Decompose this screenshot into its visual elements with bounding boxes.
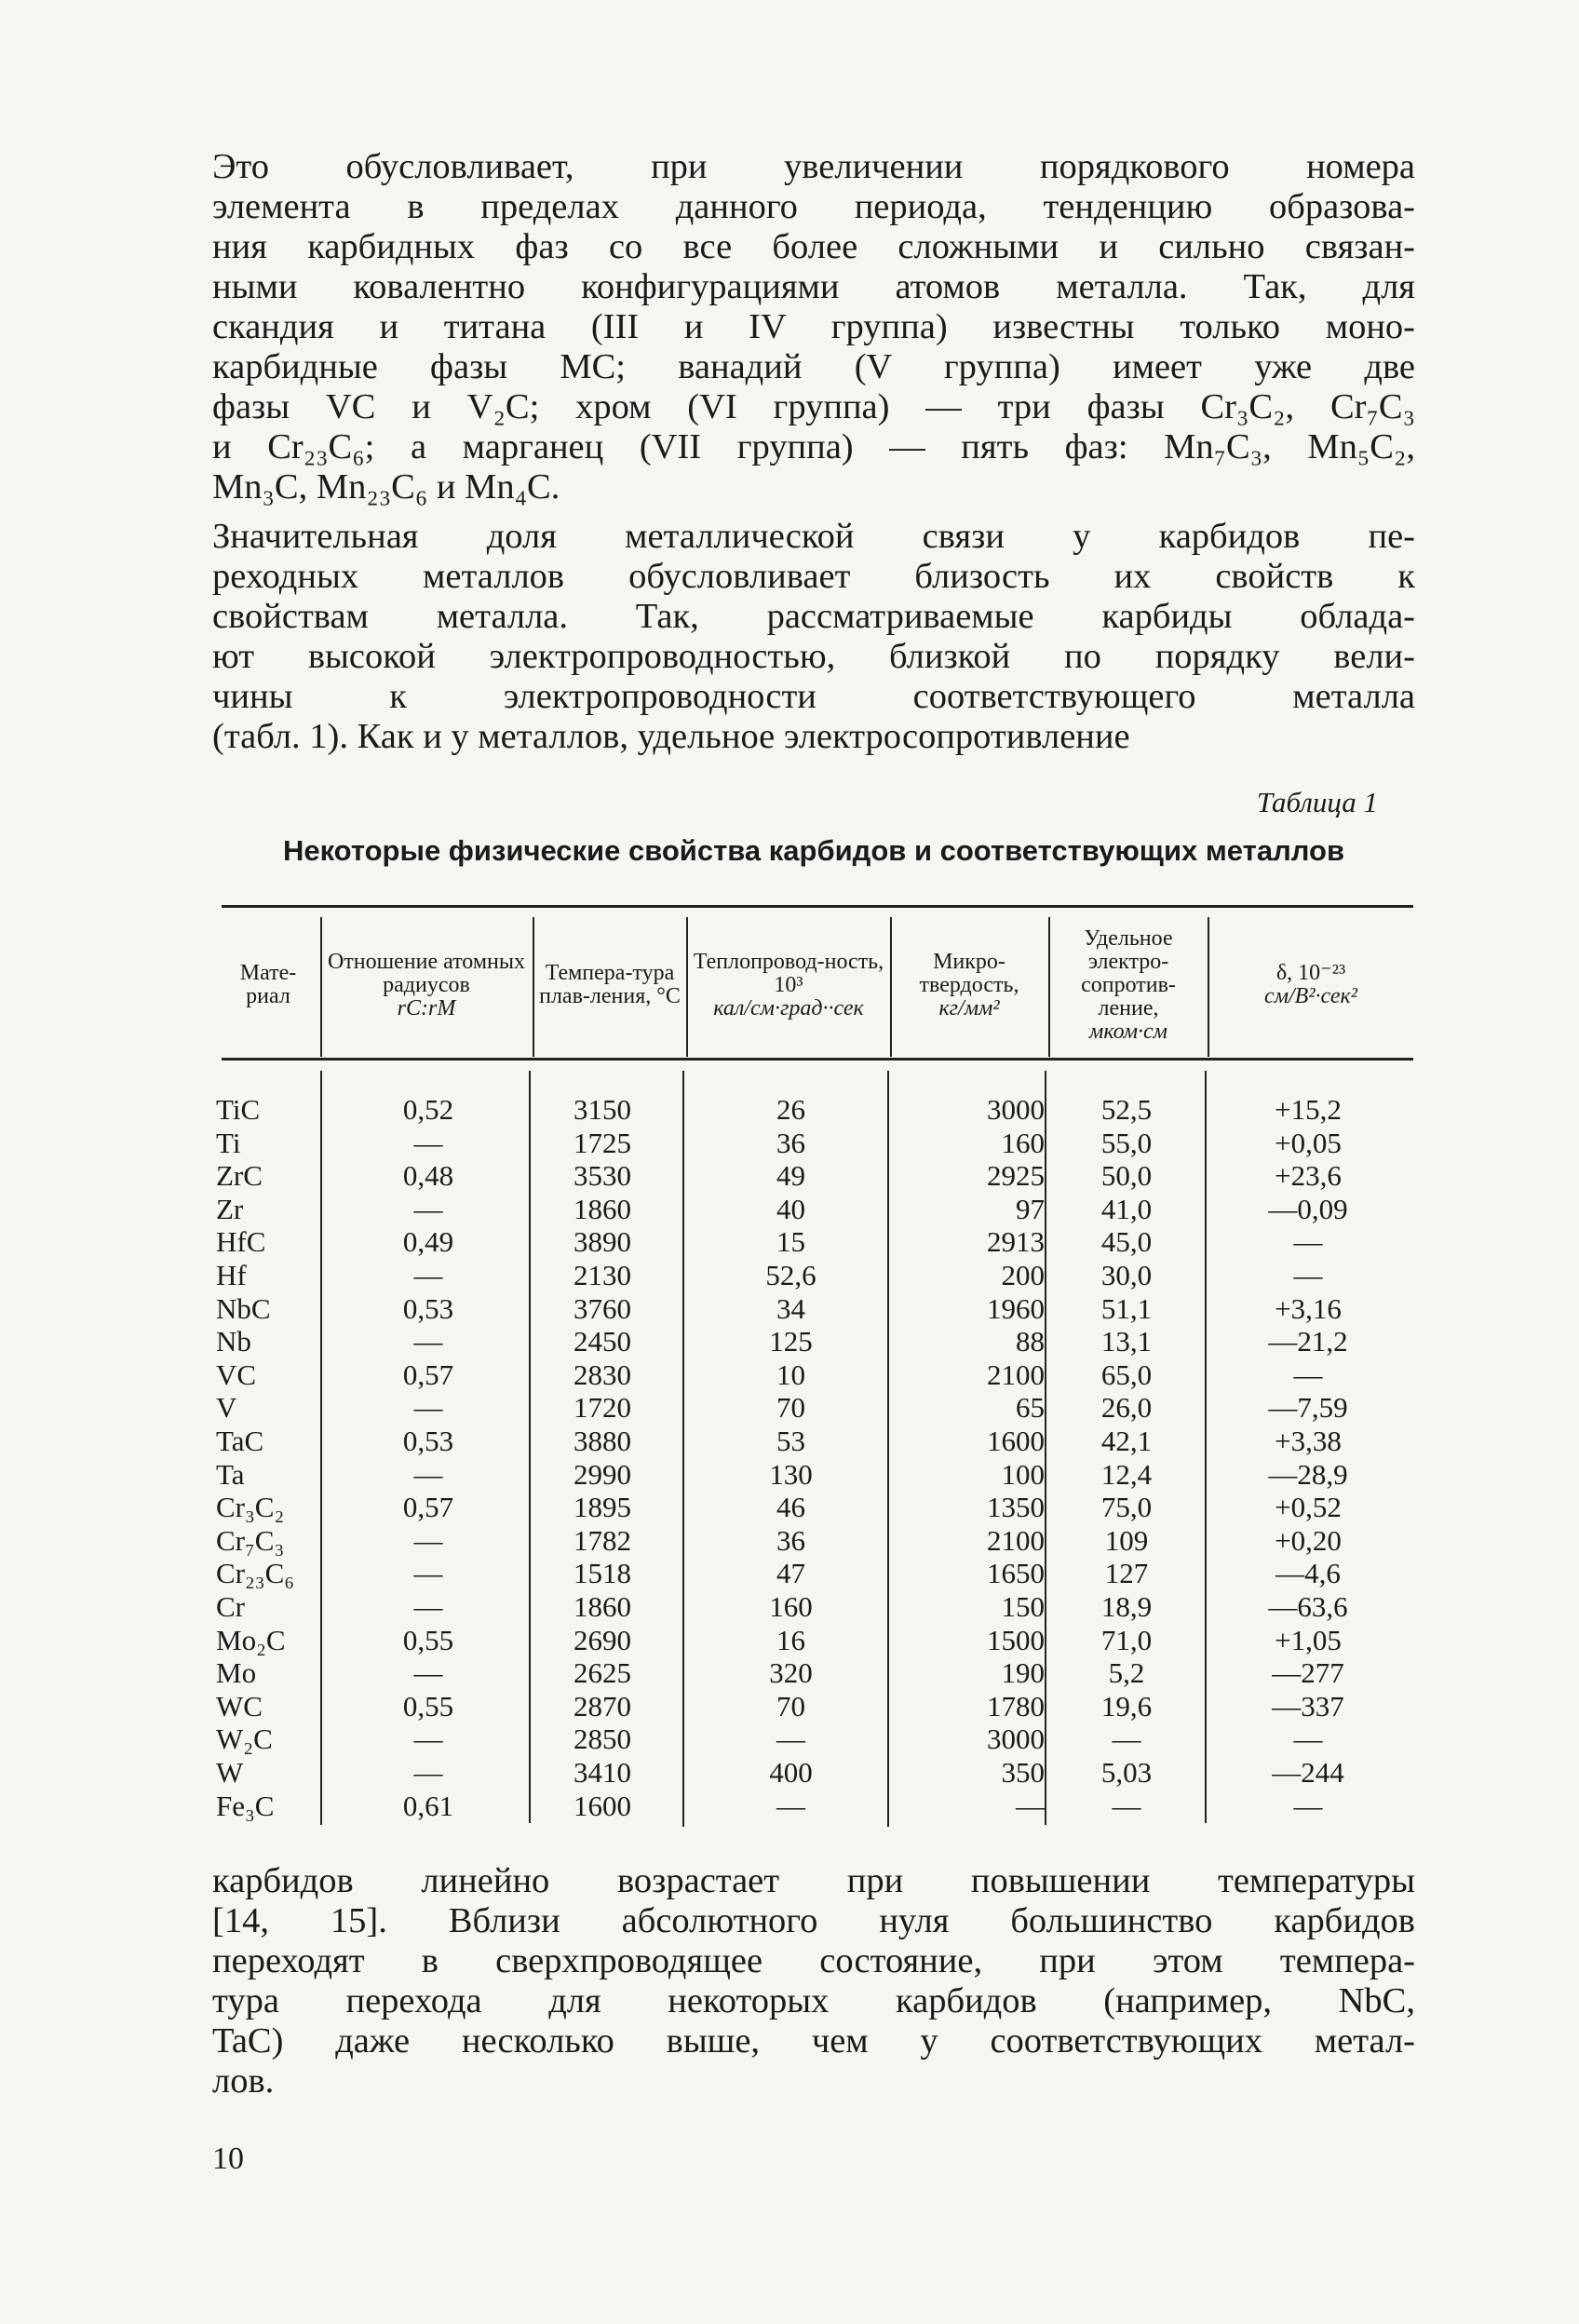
table-row <box>0 1425 1579 1458</box>
table-caption: Таблица 1 <box>1256 786 1378 818</box>
cell-microhardness: 1500 <box>987 1623 1045 1656</box>
cell-delta: — <box>1293 1723 1323 1756</box>
cell-resistivity: — <box>1112 1723 1141 1756</box>
cell-microhardness: 2100 <box>987 1358 1045 1391</box>
cell-material: VC <box>216 1358 257 1391</box>
table-row <box>0 1723 1579 1756</box>
cell-resistivity: 42,1 <box>1100 1425 1153 1457</box>
cell-resistivity: 18,9 <box>1100 1590 1153 1623</box>
cell-microhardness: 3000 <box>987 1723 1045 1756</box>
cell-material: Cr₂₃C₆ <box>216 1557 295 1590</box>
cell-microhardness: 200 <box>1001 1259 1045 1291</box>
table-row <box>0 1127 1579 1160</box>
cell-thermal-conductivity: 47 <box>776 1557 805 1590</box>
conductivity-unit: кал/см·град··сек <box>713 995 864 1020</box>
table-row <box>0 1358 1579 1392</box>
cell-melting-temp: 3880 <box>574 1425 631 1457</box>
cell-resistivity: 41,0 <box>1100 1192 1153 1225</box>
cell-thermal-conductivity: 70 <box>776 1391 805 1425</box>
cell-melting-temp: 1600 <box>574 1789 631 1822</box>
cell-microhardness: 160 <box>1001 1126 1045 1159</box>
header-material: Мате-риал <box>239 961 297 1008</box>
ratio-symbol: rC:rM <box>397 995 456 1020</box>
cell-radius-ratio: — <box>413 1557 443 1590</box>
cell-delta: +3,38 <box>1275 1425 1342 1457</box>
cell-melting-temp: 2990 <box>574 1457 631 1491</box>
cell-material: ZrC <box>216 1159 263 1193</box>
cell-delta: —337 <box>1272 1689 1344 1723</box>
cell-delta: —244 <box>1272 1756 1344 1789</box>
header-thermal-conductivity: Теплопровод-ность, 10³ кал/см·град··сек <box>693 949 884 1020</box>
cell-thermal-conductivity: 49 <box>776 1159 805 1193</box>
cell-radius-ratio: 0,53 <box>402 1425 454 1457</box>
cell-thermal-conductivity: 16 <box>776 1623 805 1656</box>
cell-melting-temp: 2625 <box>574 1656 631 1690</box>
cell-radius-ratio: — <box>413 1391 443 1425</box>
cell-material: Mo₂C <box>216 1623 286 1656</box>
cell-material: TaC <box>216 1425 264 1457</box>
text-line: фазы VC и V₂C; хром (VI группа) — три фазы Cr₃C₂, Cr₇C₃ <box>212 387 1415 426</box>
cell-resistivity: — <box>1112 1789 1141 1822</box>
table-row <box>0 1656 1579 1690</box>
text-line: скандия и титана (III и IV группа) известны только моно- <box>212 307 1415 346</box>
text-line: переходят в сверхпроводящее состояние, при этом темпера- <box>212 1941 1415 1980</box>
cell-thermal-conductivity: 70 <box>776 1689 805 1723</box>
cell-material: Cr₇C₃ <box>216 1523 285 1557</box>
page-number: 10 <box>212 2142 244 2176</box>
header-microhardness: Микро-твердость, кг/мм² <box>919 949 1019 1020</box>
cell-thermal-conductivity: 125 <box>769 1325 813 1358</box>
cell-thermal-conductivity: 15 <box>776 1225 805 1259</box>
text-line: ными ковалентно конфигурациями атомов металла. Так, для <box>212 267 1415 306</box>
cell-material: Ti <box>216 1126 241 1159</box>
cell-material: Zr <box>216 1192 244 1225</box>
table-row <box>0 1093 1579 1127</box>
cell-melting-temp: 2870 <box>574 1689 631 1723</box>
cell-melting-temp: 1518 <box>574 1557 631 1590</box>
paragraph-intro <box>212 147 1415 507</box>
cell-resistivity: 5,03 <box>1100 1756 1153 1789</box>
header-radius-ratio: Отношение атомных радиусов rC:rM <box>327 949 526 1020</box>
cell-melting-temp: 1860 <box>574 1590 631 1623</box>
cell-thermal-conductivity: 10 <box>776 1358 805 1391</box>
cell-resistivity: 5,2 <box>1108 1656 1145 1690</box>
cell-delta: —4,6 <box>1275 1557 1341 1590</box>
cell-delta: — <box>1293 1259 1323 1291</box>
cell-radius-ratio: 0,57 <box>402 1358 454 1391</box>
cell-delta: —28,9 <box>1268 1457 1348 1491</box>
cell-material: TiC <box>216 1093 261 1126</box>
cell-thermal-conductivity: 46 <box>776 1491 805 1524</box>
cell-melting-temp: 1782 <box>574 1523 631 1557</box>
cell-material: Ta <box>216 1457 245 1491</box>
cell-thermal-conductivity: — <box>776 1789 805 1822</box>
table-top-rule <box>222 905 1413 908</box>
cell-thermal-conductivity: 36 <box>776 1523 805 1557</box>
cell-microhardness: 2925 <box>987 1159 1045 1193</box>
cell-delta: +0,20 <box>1275 1523 1342 1557</box>
cell-thermal-conductivity: 52,6 <box>765 1259 816 1291</box>
header-divider <box>533 917 534 1057</box>
cell-thermal-conductivity: 320 <box>769 1656 813 1690</box>
cell-radius-ratio: 0,52 <box>402 1093 454 1126</box>
cell-delta: —7,59 <box>1268 1391 1348 1425</box>
cell-resistivity: 13,1 <box>1100 1325 1153 1358</box>
text-line: Значительная доля металлической связи у карбидов пе- <box>212 517 1415 556</box>
cell-thermal-conductivity: 160 <box>769 1590 813 1623</box>
cell-radius-ratio: 0,48 <box>402 1159 454 1193</box>
table-row <box>0 1391 1579 1425</box>
cell-delta: — <box>1293 1789 1323 1822</box>
text-line: [14, 15]. Вблизи абсолютного нуля большинство карбидов <box>212 1901 1415 1940</box>
cell-material: NbC <box>216 1291 271 1325</box>
cell-thermal-conductivity: 36 <box>776 1126 805 1159</box>
cell-delta: +0,52 <box>1275 1491 1342 1524</box>
table-row <box>0 1624 1579 1657</box>
cell-resistivity: 26,0 <box>1100 1391 1153 1425</box>
cell-radius-ratio: — <box>413 1126 443 1159</box>
table-row <box>0 1524 1579 1558</box>
delta-unit: см/В²·сек² <box>1264 984 1357 1008</box>
table-row <box>0 1557 1579 1590</box>
cell-material: Mo <box>216 1656 257 1690</box>
cell-radius-ratio: — <box>413 1523 443 1557</box>
text-line: (табл. 1). Как и у металлов, удельное электросопротивление <box>212 717 1130 756</box>
cell-radius-ratio: — <box>413 1457 443 1491</box>
cell-thermal-conductivity: 26 <box>776 1093 805 1126</box>
header-resistivity: Удельное электро-сопротив-ление, мком·см <box>1081 926 1176 1044</box>
text-line: ют высокой электропроводностью, близкой по порядку вели- <box>212 637 1415 676</box>
resistivity-unit: мком·см <box>1089 1019 1167 1044</box>
cell-microhardness: 1960 <box>987 1291 1045 1325</box>
cell-delta: —63,6 <box>1268 1590 1348 1623</box>
header-delta: δ, 10⁻²³ см/В²·сек² <box>1264 961 1357 1008</box>
cell-material: W₂C <box>216 1723 273 1756</box>
cell-radius-ratio: 0,57 <box>402 1491 454 1524</box>
table-row <box>0 1259 1579 1292</box>
cell-radius-ratio: — <box>413 1192 443 1225</box>
cell-melting-temp: 2130 <box>574 1259 631 1291</box>
cell-material: Fe₃C <box>216 1789 275 1822</box>
cell-resistivity: 45,0 <box>1100 1225 1153 1259</box>
cell-delta: —21,2 <box>1268 1325 1348 1358</box>
table-row <box>0 1491 1579 1524</box>
header-divider <box>320 917 322 1057</box>
cell-material: Nb <box>216 1325 251 1358</box>
cell-delta: +0,05 <box>1275 1126 1342 1159</box>
text-line: Mn₃C, Mn₂₃C₆ и Mn₄C. <box>212 467 560 507</box>
cell-radius-ratio: — <box>413 1756 443 1789</box>
cell-melting-temp: 2450 <box>574 1325 631 1358</box>
cell-melting-temp: 1725 <box>574 1126 631 1159</box>
table-row <box>0 1590 1579 1624</box>
cell-resistivity: 50,0 <box>1100 1159 1153 1193</box>
cell-melting-temp: 3890 <box>574 1225 631 1259</box>
table-row <box>0 1790 1579 1823</box>
cell-melting-temp: 2830 <box>574 1358 631 1391</box>
cell-microhardness: 1600 <box>987 1425 1045 1457</box>
cell-microhardness: 65 <box>1016 1391 1045 1425</box>
cell-melting-temp: 2690 <box>574 1623 631 1656</box>
cell-microhardness: 150 <box>1001 1590 1045 1623</box>
header-divider <box>686 917 688 1057</box>
text-line: свойствам металла. Так, рассматриваемые карбиды облада- <box>212 597 1415 636</box>
cell-microhardness: 88 <box>1016 1325 1045 1358</box>
cell-material: HfC <box>216 1225 266 1259</box>
cell-radius-ratio: 0,55 <box>402 1689 454 1723</box>
text-line: чины к электропроводности соответствующего металла <box>212 677 1415 716</box>
cell-resistivity: 65,0 <box>1100 1358 1153 1391</box>
table-row <box>0 1325 1579 1358</box>
cell-microhardness: 2913 <box>987 1225 1045 1259</box>
cell-thermal-conductivity: 34 <box>776 1291 805 1325</box>
cell-resistivity: 30,0 <box>1100 1259 1153 1291</box>
cell-material: WC <box>216 1689 263 1723</box>
cell-material: Hf <box>216 1259 247 1291</box>
cell-microhardness: — <box>1016 1789 1045 1822</box>
cell-thermal-conductivity: 40 <box>776 1192 805 1225</box>
cell-delta: +3,16 <box>1275 1291 1342 1325</box>
text-line: Это обусловливает, при увеличении порядкового номера <box>212 147 1415 186</box>
cell-radius-ratio: — <box>413 1656 443 1690</box>
cell-radius-ratio: 0,53 <box>402 1291 454 1325</box>
table-row <box>0 1159 1579 1193</box>
cell-resistivity: 52,5 <box>1100 1093 1153 1126</box>
header-divider <box>1048 917 1050 1057</box>
paragraph-conductivity <box>212 517 1415 757</box>
cell-material: W <box>216 1756 244 1789</box>
header-divider <box>890 917 892 1057</box>
text-line: реходных металлов обусловливает близость их свойств к <box>212 557 1415 596</box>
cell-microhardness: 2100 <box>987 1523 1045 1557</box>
cell-delta: — <box>1293 1225 1323 1259</box>
cell-delta: —277 <box>1272 1656 1344 1690</box>
table-row <box>0 1292 1579 1326</box>
microhardness-unit: кг/мм² <box>938 995 1000 1020</box>
text-line: ния карбидных фаз со все более сложными и сильно связан- <box>212 227 1415 266</box>
cell-delta: +15,2 <box>1275 1093 1342 1126</box>
text-line: карбидов линейно возрастает при повышении температуры <box>212 1861 1415 1900</box>
cell-thermal-conductivity: — <box>776 1723 805 1756</box>
cell-resistivity: 109 <box>1104 1523 1149 1557</box>
cell-resistivity: 71,0 <box>1100 1623 1153 1656</box>
cell-radius-ratio: — <box>413 1259 443 1291</box>
cell-radius-ratio: — <box>413 1325 443 1358</box>
cell-thermal-conductivity: 400 <box>769 1756 813 1789</box>
cell-resistivity: 12,4 <box>1100 1457 1153 1491</box>
text-line: тура перехода для некоторых карбидов (например, NbC, <box>212 1981 1415 2020</box>
text-line: лов. <box>212 2061 275 2101</box>
cell-resistivity: 127 <box>1104 1557 1149 1590</box>
cell-melting-temp: 2850 <box>574 1723 631 1756</box>
cell-melting-temp: 1720 <box>574 1391 631 1425</box>
table-row <box>0 1193 1579 1226</box>
cell-microhardness: 97 <box>1016 1192 1045 1225</box>
cell-resistivity: 55,0 <box>1100 1126 1153 1159</box>
cell-radius-ratio: 0,49 <box>402 1225 454 1259</box>
table-row <box>0 1690 1579 1723</box>
cell-melting-temp: 3150 <box>574 1093 631 1126</box>
cell-delta: +23,6 <box>1275 1159 1342 1193</box>
header-divider <box>1208 917 1209 1057</box>
cell-microhardness: 100 <box>1001 1457 1045 1491</box>
cell-delta: — <box>1293 1358 1323 1391</box>
cell-microhardness: 3000 <box>987 1093 1045 1126</box>
cell-microhardness: 1650 <box>987 1557 1045 1590</box>
table-title: Некоторые физические свойства карбидов и соответствующих металлов <box>282 834 1345 867</box>
cell-delta: +1,05 <box>1275 1623 1342 1656</box>
cell-melting-temp: 3760 <box>574 1291 631 1325</box>
cell-melting-temp: 1895 <box>574 1491 631 1524</box>
cell-resistivity: 75,0 <box>1100 1491 1153 1524</box>
cell-microhardness: 190 <box>1001 1656 1045 1690</box>
table-row <box>0 1458 1579 1492</box>
cell-resistivity: 51,1 <box>1100 1291 1153 1325</box>
cell-melting-temp: 1860 <box>574 1192 631 1225</box>
cell-delta: —0,09 <box>1268 1192 1348 1225</box>
text-line: и Cr₂₃C₆; а марганец (VII группа) — пять фаз: Mn₇C₃, Mn₅C₂, <box>212 427 1415 466</box>
cell-radius-ratio: 0,55 <box>402 1623 454 1656</box>
cell-radius-ratio: — <box>413 1590 443 1623</box>
table-row <box>0 1756 1579 1790</box>
text-line: карбидные фазы MC; ванадий (V группа) имеет уже две <box>212 347 1415 386</box>
cell-microhardness: 1780 <box>987 1689 1045 1723</box>
cell-radius-ratio: 0,61 <box>402 1789 454 1822</box>
cell-radius-ratio: — <box>413 1723 443 1756</box>
cell-material: V <box>216 1391 237 1425</box>
cell-microhardness: 1350 <box>987 1491 1045 1524</box>
cell-microhardness: 350 <box>1001 1756 1045 1789</box>
table-header-rule <box>222 1058 1413 1061</box>
cell-melting-temp: 3410 <box>574 1756 631 1789</box>
cell-melting-temp: 3530 <box>574 1159 631 1193</box>
text-line: TaC) даже несколько выше, чем у соответствующих метал- <box>212 2021 1415 2061</box>
cell-material: Cr₃C₂ <box>216 1491 285 1524</box>
cell-thermal-conductivity: 130 <box>769 1457 813 1491</box>
cell-material: Cr <box>216 1590 245 1623</box>
header-melting-temp: Темпера-тура плав-ления, °C <box>539 961 681 1008</box>
text-line: элемента в пределах данного периода, тенденцию образова- <box>212 187 1415 226</box>
paragraph-superconductivity <box>212 1861 1415 2101</box>
table-row <box>0 1225 1579 1259</box>
cell-resistivity: 19,6 <box>1100 1689 1153 1723</box>
cell-thermal-conductivity: 53 <box>776 1425 805 1457</box>
